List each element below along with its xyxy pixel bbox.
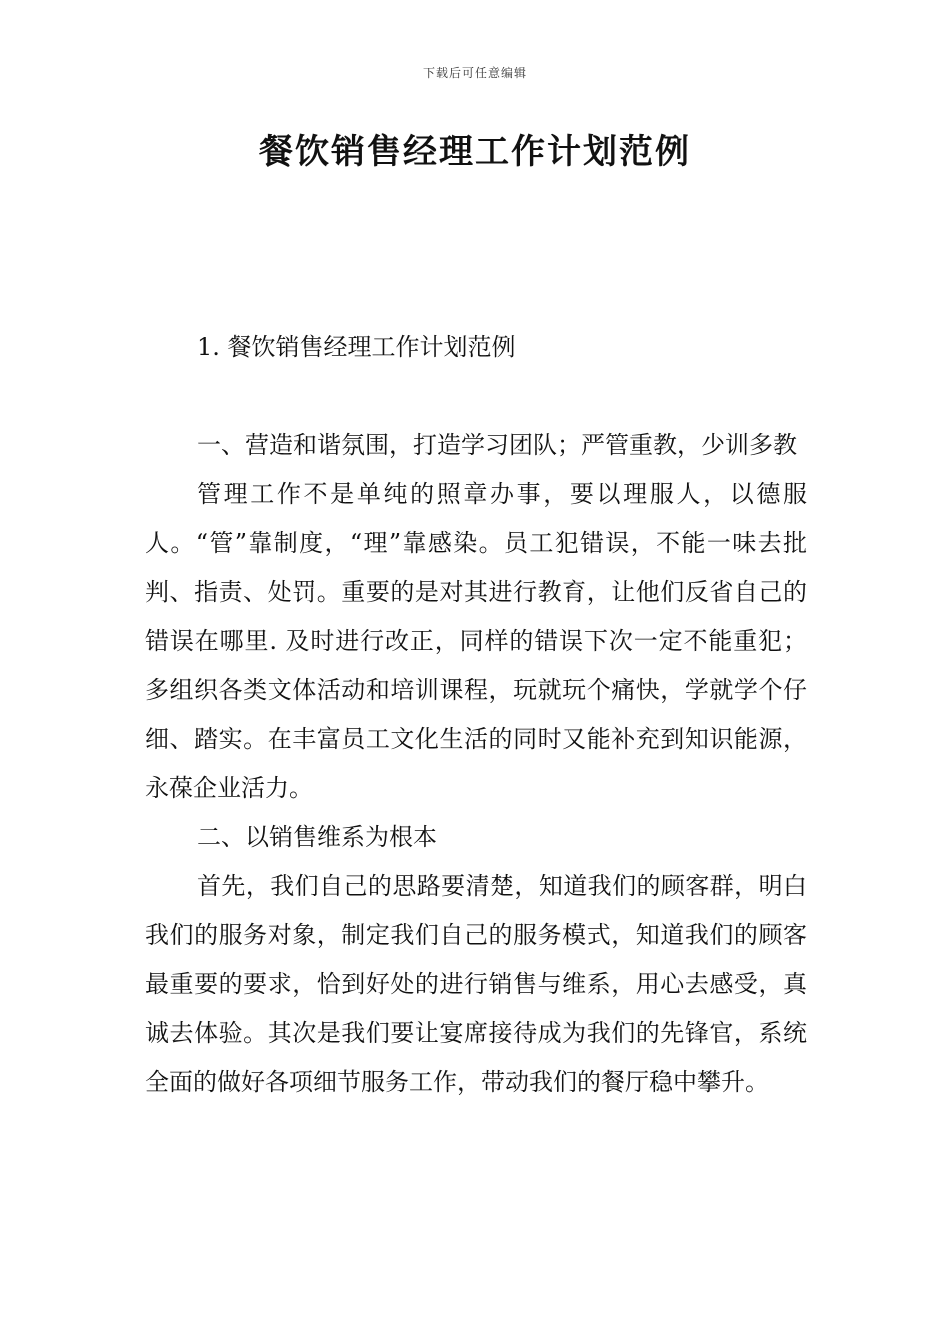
document-title: 餐饮销售经理工作计划范例: [259, 132, 691, 172]
paragraph-sales: 首先，我们自己的思路要清楚，知道我们的顾客群，明白我们的服务对象，制定我们自己的服务模式，知道我们的顾客最重要的要求，恰到好处的进行销售与维系，用心去感受，真诚去体验。其次是我们要让宴席接待成为我们的先锋官，系统全面的做好各项细节服务工作，带动我们的餐厅稳中攀升。: [145, 872, 807, 1096]
header-note: 下载后可任意编辑: [422, 66, 527, 80]
section-heading-two: 二、以销售维系为根本: [197, 823, 437, 851]
document-body: [145, 323, 807, 1107]
section-heading-numbered: 1. 餐饮销售经理工作计划范例: [197, 333, 516, 361]
paragraph-management: 管理工作不是单纯的照章办事，要以理服人，以德服人。“管”靠制度，“理”靠感染。员工犯错误，不能一味去批判、指责、处罚。重要的是对其进行教育，让他们反省自己的错误在哪里. 及时进行改正，同样的错误下次一定不能重犯；多组织各类文体活动和培训课程，玩就玩个痛快，学就学个仔细、踏实。在丰富员工文化生活的同时又能补充到知识能源，永葆企业活力。: [145, 480, 807, 802]
section-heading-one: 一、营造和谐氛围，打造学习团队；严管重教，少训多教: [197, 431, 797, 459]
